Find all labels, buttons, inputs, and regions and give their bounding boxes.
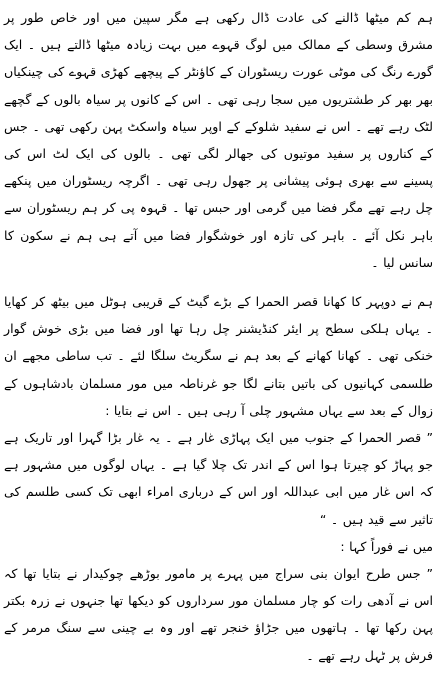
paragraph-reply-intro: میں نے فوراً کہا : [340, 538, 433, 554]
paragraph-cave-legend: ” قصر الحمرا کے جنوب میں ایک پہاڑی غار ہے ۔ یہ غار بڑا گہرا اور تاریک ہے جو پہاڑ کو چیرتا ہوا اس کے اندر تک چلا گیا ہے ۔ یہاں لوگوں میں مشہور ہے کہ اس غار میں ابی عبداللہ اور اس کے درباری امراء ابھی تک کسی طلسم کی تاثیر سے قید ہیں ۔ “ [4, 430, 433, 527]
paragraph-lunch-alhambra: ہم نے دوپہر کا کھانا قصر الحمرا کے بڑے گیٹ کے قریبی ہوٹل میں بیٹھ کر کھایا ۔ یہاں ہلکی سطح پر ایئر کنڈیشنر چل رہا تھا اور فضا میں بڑی خوش گوار خنکی تھی ۔ کھانا کھانے کے بعد ہم نے سگریٹ سلگا لئے ۔ تب ساطی مجھے ان طلسمی کہانیوں کی باتیں بتانے لگا جو غرناطہ میں مور مسلمان بادشاہوں کے زوال کے بعد سے یہاں مشہور چلی آ رہی ہیں ۔ اس نے بتایا : [4, 294, 433, 418]
paragraph-watchman-story: ” جس طرح ایوان بنی سراج میں پہرے پر مامور بوڑھے چوکیدار نے بتایا تھا کہ اس نے آدھی رات کو چار مسلمان مور سرداروں کو دیکھا تھا جنہوں نے زرہ بکتر پہن رکھا تھا ۔ ہاتھوں میں جڑاؤ خنجر تھے اور وہ بے چینی سے سنگ مرمر کے فرش پر ٹہل رہے تھے ۔ [4, 566, 433, 663]
paragraph-spacer [4, 276, 433, 288]
paragraph-tea-house: ہم کم میٹھا ڈالنے کی عادت ڈال رکھی ہے مگر سپین میں اور خاص طور پر مشرق وسطی کے ممالک میں لوگ قہوے میں بہت زیادہ میٹھا ڈالتے ہیں ۔ ایک گورے رنگ کی موٹی عورت ریسٹوران کے کاؤنٹر کے پیچھے کھڑی قہوے کی چینکیاں بھر بھر کر طشتریوں میں سجا رہی تھی ۔ اس کے کانوں پر سیاہ بالوں کے گچھے لٹک رہے تھے ۔ اس نے سفید شلوکے کے اوپر سیاہ واسکٹ پہن رکھی تھی ۔ جس کے کناروں پر سفید موتیوں کی جھالر لگی تھی ۔ بالوں کی ایک لٹ اس کی پسینے سے بھری ہوئی پیشانی پر جھول رہی تھی ۔ اگرچہ ریسٹوران میں پنکھے چل رہے تھے مگر فضا میں گرمی اور حبس تھا ۔ قہوہ پی کر ہم ریسٹوران سے باہر نکل آئے ۔ باہر کی تازہ اور خوشگوار فضا میں آتے ہی ہم نے سکون کا سانس لیا ۔ [4, 10, 433, 270]
